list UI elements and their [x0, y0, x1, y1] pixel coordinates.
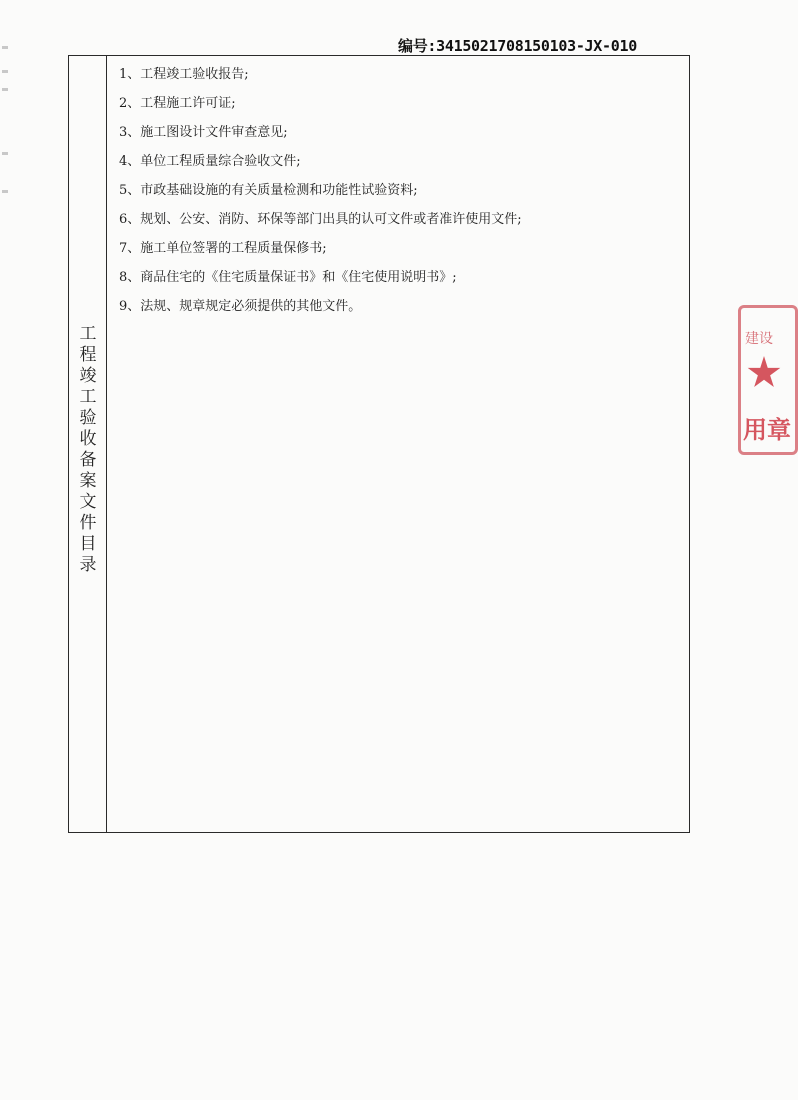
binding-hole-mark	[2, 70, 8, 73]
section-title-char: 目	[79, 534, 97, 554]
document-list-item: 3、施工图设计文件审查意见;	[119, 125, 288, 140]
section-title-char: 程	[79, 345, 97, 365]
seal-text-top: 建设	[745, 331, 773, 347]
binding-hole-mark	[2, 190, 8, 193]
document-number: 编号:3415021708150103-JX-010	[398, 37, 637, 55]
section-title-char: 文	[79, 492, 97, 512]
section-title-char: 工	[79, 324, 97, 344]
document-list	[119, 60, 681, 321]
binding-hole-mark	[2, 88, 8, 91]
section-title-char: 件	[79, 513, 97, 533]
section-label-cell	[69, 56, 107, 832]
seal-star-icon	[747, 356, 781, 390]
section-title-char: 备	[79, 450, 97, 470]
document-list-item: 8、商品住宅的《住宅质量保证书》和《住宅使用说明书》;	[119, 270, 457, 285]
section-title-char: 收	[79, 429, 97, 449]
section-title-char: 竣	[79, 366, 97, 386]
section-title-char: 验	[79, 408, 97, 428]
section-title-char: 案	[79, 471, 97, 491]
official-seal-stamp	[738, 305, 798, 455]
document-list-item: 4、单位工程质量综合验收文件;	[119, 154, 301, 169]
binding-hole-mark	[2, 152, 8, 155]
document-list-item: 2、工程施工许可证;	[119, 96, 236, 111]
filing-documents-table	[68, 55, 690, 833]
section-title-char: 录	[79, 555, 97, 575]
document-list-item: 1、工程竣工验收报告;	[119, 67, 249, 82]
section-title-vertical	[77, 324, 99, 576]
document-list-item: 5、市政基础设施的有关质量检测和功能性试验资料;	[119, 183, 418, 198]
document-list-item: 7、施工单位签署的工程质量保修书;	[119, 241, 327, 256]
section-title-char: 工	[79, 387, 97, 407]
document-list-item: 6、规划、公安、消防、环保等部门出具的认可文件或者准许使用文件;	[119, 212, 522, 227]
seal-text-bottom: 用章	[743, 415, 791, 444]
binding-hole-mark	[2, 46, 8, 49]
document-list-item: 9、法规、规章规定必须提供的其他文件。	[119, 299, 362, 314]
